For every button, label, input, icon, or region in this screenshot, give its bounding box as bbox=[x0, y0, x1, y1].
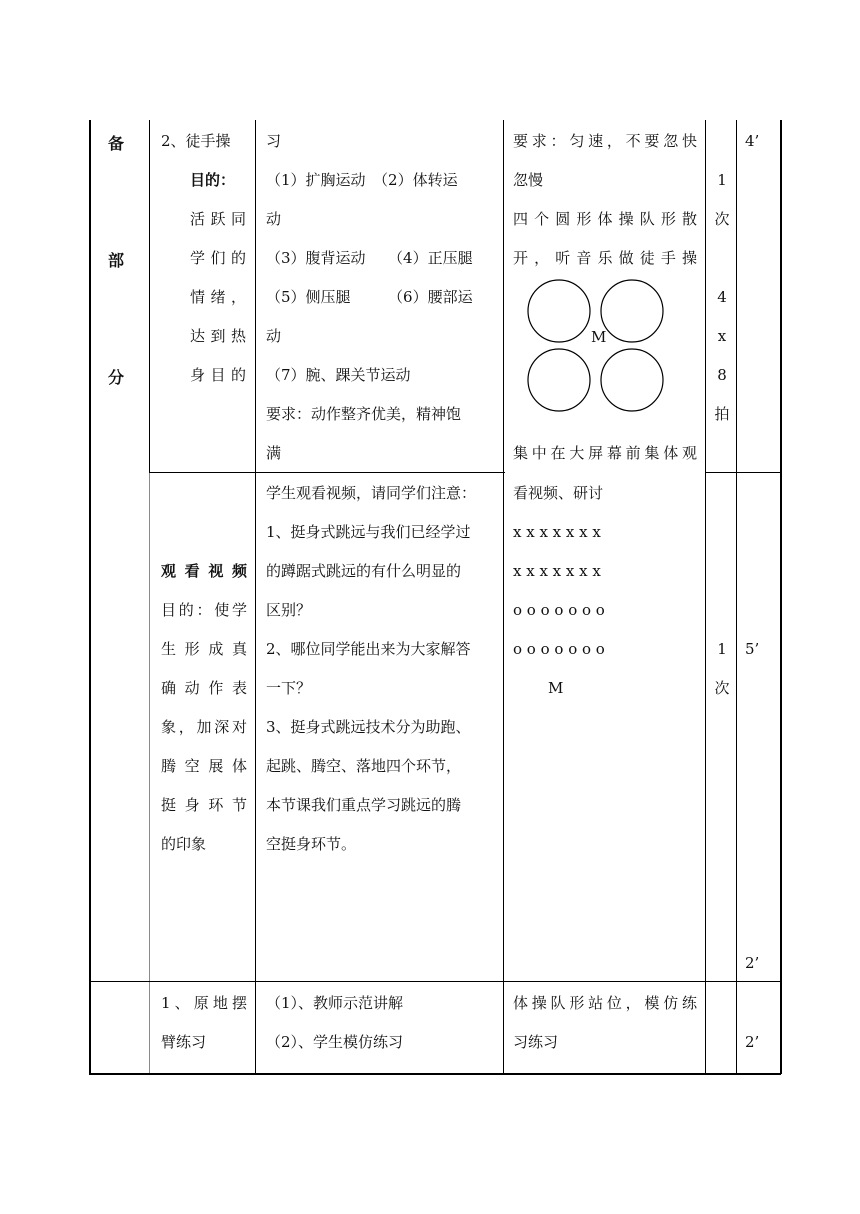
row2-method-line: 1、挺身式跳远与我们已经学过 bbox=[266, 523, 471, 541]
section-label-3: 分 bbox=[108, 368, 125, 387]
column-divider-1-lower bbox=[149, 472, 150, 1074]
row2-purpose-heading: 观看视频 bbox=[161, 562, 247, 580]
row2-method-line: 区别？ bbox=[266, 601, 312, 619]
row3-time: 2’ bbox=[745, 1033, 760, 1051]
row1-org-line: 四个圆形体操队形散 bbox=[513, 210, 697, 228]
row1-method-line: 要求：动作整齐优美，精神饱 bbox=[266, 405, 462, 423]
row2-purpose-line: 腾空展体 bbox=[161, 757, 247, 775]
row3-content bbox=[161, 984, 247, 1062]
column-divider-5 bbox=[736, 120, 737, 1074]
row1-purpose-label: 目的： bbox=[190, 171, 236, 189]
row2-time: 5’ bbox=[745, 640, 760, 658]
row2-purpose-line: 确动作表 bbox=[161, 679, 247, 697]
row1-method-line: 动 bbox=[266, 210, 282, 228]
formation-row-x: x x x x x x x bbox=[513, 523, 601, 541]
row1-method-line: （3）腹背运动 （4）正压腿 bbox=[266, 249, 473, 267]
four-circle-formation-diagram bbox=[524, 277, 674, 417]
row1-organization-bottom bbox=[513, 434, 697, 473]
table-border-bottom bbox=[89, 1073, 781, 1075]
column-divider-2 bbox=[255, 120, 256, 1074]
row2-purpose bbox=[161, 552, 247, 864]
row1-org-line: 集中在大屏幕前集体观 bbox=[513, 444, 697, 462]
row1-organization-top bbox=[513, 122, 697, 278]
formation-row-x: x x x x x x x bbox=[513, 562, 601, 580]
row2-method-line: 2、哪位同学能出来为大家解答 bbox=[266, 640, 471, 658]
row2-method-line: 的蹲踞式跳远的有什么明显的 bbox=[266, 562, 462, 580]
row1-count-line: 4 bbox=[717, 288, 727, 306]
row1-method-line: 满 bbox=[266, 444, 282, 462]
row1-method-line: 习 bbox=[266, 132, 282, 150]
row3-organization bbox=[513, 984, 697, 1062]
row1-purpose bbox=[190, 200, 246, 395]
row1-method-line: 动 bbox=[266, 327, 282, 345]
row1-content bbox=[161, 122, 231, 161]
row3-content-line: 1、原地摆 bbox=[161, 994, 247, 1012]
row1-org-line: 忽慢 bbox=[513, 171, 544, 189]
row1-method-line: （5）侧压腿 （6）腰部运 bbox=[266, 288, 473, 306]
row3-method-line: （1）、教师示范讲解 bbox=[266, 994, 404, 1012]
row2-purpose-line: 挺身环节 bbox=[161, 796, 247, 814]
row1-org-line: 开，听音乐做徒手操 bbox=[513, 249, 697, 267]
formation-teacher-marker: M bbox=[548, 679, 564, 697]
row3-content-line: 臂练习 bbox=[161, 1033, 207, 1051]
row-divider-2 bbox=[89, 981, 781, 982]
table-border-right bbox=[780, 120, 782, 1074]
row1-purpose-line: 学们的 bbox=[190, 249, 246, 267]
section-label-1: 备 bbox=[108, 134, 125, 153]
formation-row-o: o o o o o o o bbox=[513, 601, 605, 619]
row1-count bbox=[713, 161, 731, 434]
row2-method-line: 本节课我们重点学习跳远的腾 bbox=[266, 796, 462, 814]
table-border-left bbox=[89, 120, 91, 1074]
row2-org-line: 看视频、研讨 bbox=[513, 484, 604, 502]
formation-circle-top-left bbox=[528, 280, 590, 342]
row3-method-line: （2）、学生模仿练习 bbox=[266, 1033, 404, 1051]
row2-time-extra: 2’ bbox=[745, 954, 760, 972]
row3-method bbox=[266, 984, 494, 1062]
row2-purpose-line: 象，加深对 bbox=[161, 718, 247, 736]
formation-teacher-marker: M bbox=[591, 328, 607, 346]
column-divider-3 bbox=[503, 120, 504, 1074]
row1-method-line: （1）扩胸运动 （2）体转运 bbox=[266, 171, 458, 189]
row2-method-line: 起跳、腾空、落地四个环节， bbox=[266, 757, 462, 775]
formation-row-o: o o o o o o o bbox=[513, 640, 605, 658]
row2-method bbox=[266, 474, 494, 864]
row2-method-line: 3、挺身式跳远技术分为助跑、 bbox=[266, 718, 471, 736]
row1-count-line: 次 bbox=[714, 210, 730, 228]
row1-method bbox=[266, 122, 494, 473]
row2-count-line: 次 bbox=[714, 679, 730, 697]
row2-purpose-line: 的印象 bbox=[161, 835, 207, 853]
row1-purpose-line: 活跃同 bbox=[190, 210, 246, 228]
row1-time: 4’ bbox=[745, 132, 760, 150]
row2-method-line: 一下？ bbox=[266, 679, 312, 697]
section-label-2: 部 bbox=[108, 251, 125, 270]
row3-org-line: 习练习 bbox=[513, 1033, 559, 1051]
row2-purpose-line: 目的：使学 bbox=[161, 601, 247, 619]
row2-count bbox=[713, 630, 731, 708]
formation-circle-bottom-right bbox=[601, 349, 663, 411]
row1-method-line: （7）腕、踝关节运动 bbox=[266, 366, 411, 384]
column-divider-1 bbox=[149, 120, 150, 472]
row1-count-line: x bbox=[717, 327, 727, 345]
row-divider-1b bbox=[705, 472, 781, 473]
row1-count-line: 拍 bbox=[714, 405, 730, 423]
row2-count-line: 1 bbox=[717, 640, 727, 658]
row2-purpose-line: 生形成真 bbox=[161, 640, 247, 658]
row2-organization bbox=[513, 474, 697, 708]
row1-purpose-line: 情绪， bbox=[190, 288, 246, 306]
formation-circle-bottom-left bbox=[528, 349, 590, 411]
row1-org-line: 要求：匀速，不要忽快 bbox=[513, 132, 697, 150]
row1-content-title: 2、徒手操 bbox=[161, 132, 231, 150]
row1-count-line: 1 bbox=[717, 171, 727, 189]
column-divider-4 bbox=[705, 120, 706, 1074]
row1-count-line: 8 bbox=[717, 366, 727, 384]
row1-purpose-line: 身目的 bbox=[190, 366, 246, 384]
row2-method-line: 空挺身环节。 bbox=[266, 835, 357, 853]
formation-circle-top-right bbox=[601, 280, 663, 342]
row3-org-line: 体操队形站位，模仿练 bbox=[513, 994, 697, 1012]
row1-purpose-line: 达到热 bbox=[190, 327, 246, 345]
row2-method-line: 学生观看视频，请同学们注意： bbox=[266, 484, 477, 502]
